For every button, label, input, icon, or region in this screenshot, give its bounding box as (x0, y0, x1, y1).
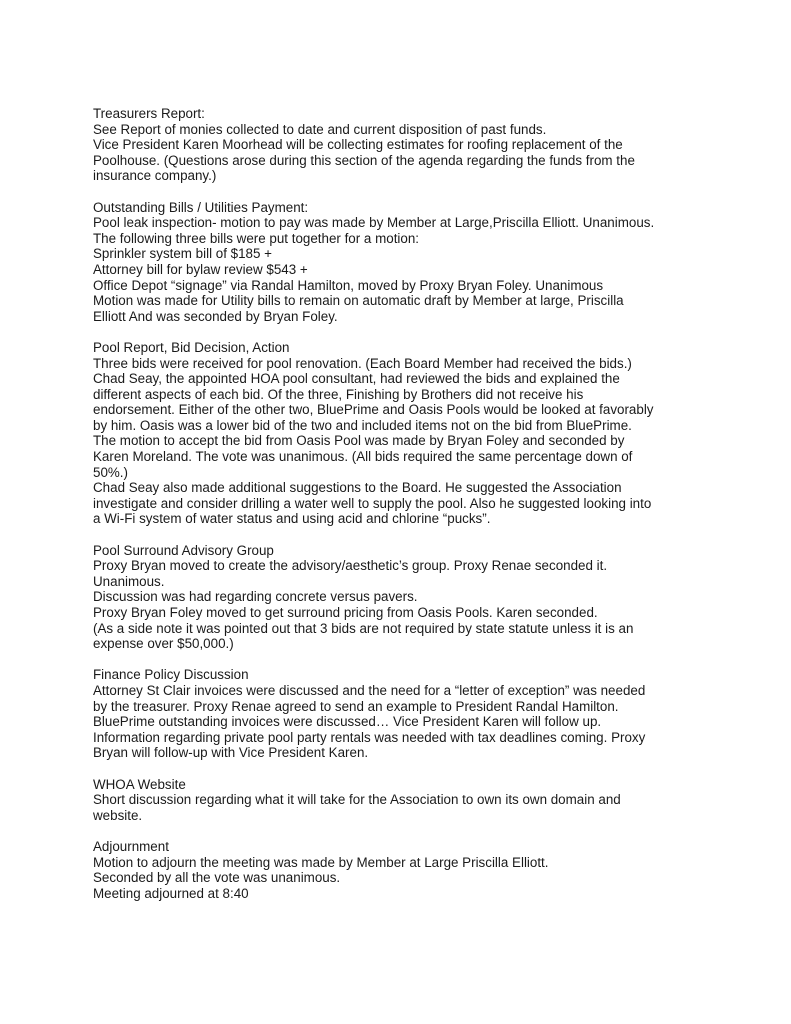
text-line: by the treasurer. Proxy Renae agreed to send an example to President Randal Hamilton. (93, 698, 619, 714)
text-line: Vice President Karen Moorhead will be collecting estimates for roofing replacement of the (93, 137, 623, 153)
section-heading: Pool Surround Advisory Group (93, 542, 274, 558)
text-line: 50%.) (93, 464, 128, 480)
document-section (93, 777, 693, 824)
text-line: The motion to accept the bid from Oasis Pool was made by Bryan Foley and seconded by (93, 433, 625, 449)
text-line: Chad Seay also made additional suggestions to the Board. He suggested the Association (93, 480, 622, 496)
text-line: Information regarding private pool party rentals was needed with tax deadlines coming. Proxy (93, 729, 646, 745)
section-heading: Pool Report, Bid Decision, Action (93, 339, 290, 355)
section-heading: Outstanding Bills / Utilities Payment: (93, 199, 309, 215)
text-line: Chad Seay, the appointed HOA pool consultant, had reviewed the bids and explained the (93, 371, 620, 387)
text-line: a Wi-Fi system of water status and using acid and chlorine “pucks”. (93, 511, 491, 527)
text-line: Attorney St Clair invoices were discussed and the need for a “letter of exception” was needed (93, 682, 646, 698)
section-heading: Finance Policy Discussion (93, 667, 249, 683)
text-line: Short discussion regarding what it will take for the Association to own its own domain and (93, 792, 621, 808)
document-section (93, 340, 693, 527)
text-line: expense over $50,000.) (93, 636, 234, 652)
text-line: Proxy Bryan Foley moved to get surround pricing from Oasis Pools. Karen seconded. (93, 605, 598, 620)
text-line: (As a side note it was pointed out that 3 bids are not required by state statute unless it is an (93, 620, 634, 636)
text-line: Proxy Bryan moved to create the advisory/aesthetic’s group. Proxy Renae seconded it. (93, 558, 608, 574)
section-heading: WHOA Website (93, 776, 186, 792)
text-line: Motion was made for Utility bills to remain on automatic draft by Member at large, Priscilla (93, 293, 624, 309)
text-line: Three bids were received for pool renovation. (Each Board Member had received the bids.) (93, 355, 632, 371)
text-line: Sprinkler system bill of $185 + (93, 246, 272, 262)
section-heading: Treasurers Report: (93, 106, 205, 121)
text-line: See Report of monies collected to date and current disposition of past funds. (93, 121, 547, 137)
text-line: investigate and consider drilling a water well to supply the pool. Also he suggested looking into (93, 495, 652, 511)
text-line: Office Depot “signage” via Randal Hamilton, moved by Proxy Bryan Foley. Unanimous (93, 277, 604, 293)
text-line: Elliott And was seconded by Bryan Foley. (93, 308, 338, 324)
text-line: different aspects of each bid. Of the three, Finishing by Brothers did not receive his (93, 386, 584, 402)
text-line: Attorney bill for bylaw review $543 + (93, 261, 308, 277)
text-line: insurance company.) (93, 168, 217, 184)
text-line: The following three bills were put together for a motion: (93, 230, 420, 246)
text-line: by him. Oasis was a lower bid of the two and included items not on the bid from BluePrime. (93, 417, 632, 433)
text-line: Karen Moreland. The vote was unanimous. (All bids required the same percentage down of (93, 449, 633, 465)
document-body (93, 106, 693, 917)
text-line: Poolhouse. (Questions arose during this section of the agenda regarding the funds from the (93, 152, 635, 168)
text-line: Meeting adjourned at 8:40 (93, 885, 249, 901)
text-line: Bryan will follow-up with Vice President Karen. (93, 745, 369, 761)
document-section (93, 839, 693, 901)
document-section (93, 106, 693, 184)
document-section (93, 667, 693, 761)
section-heading: Adjournment (93, 838, 169, 854)
text-line: Seconded by all the vote was unanimous. (93, 870, 341, 886)
document-section (93, 543, 693, 652)
text-line: BluePrime outstanding invoices were discussed… Vice President Karen will follow up. (93, 714, 602, 730)
text-line: Pool leak inspection- motion to pay was made by Member at Large,Priscilla Elliott. Unanimous. (93, 215, 655, 231)
text-line: Discussion was had regarding concrete versus pavers. (93, 589, 418, 605)
document-section (93, 200, 693, 325)
text-line: website. (93, 807, 143, 823)
text-line: Unanimous. (93, 573, 165, 589)
text-line: Motion to adjourn the meeting was made by Member at Large Priscilla Elliott. (93, 854, 549, 870)
text-line: endorsement. Either of the other two, BluePrime and Oasis Pools would be looked at favorably (93, 402, 654, 418)
